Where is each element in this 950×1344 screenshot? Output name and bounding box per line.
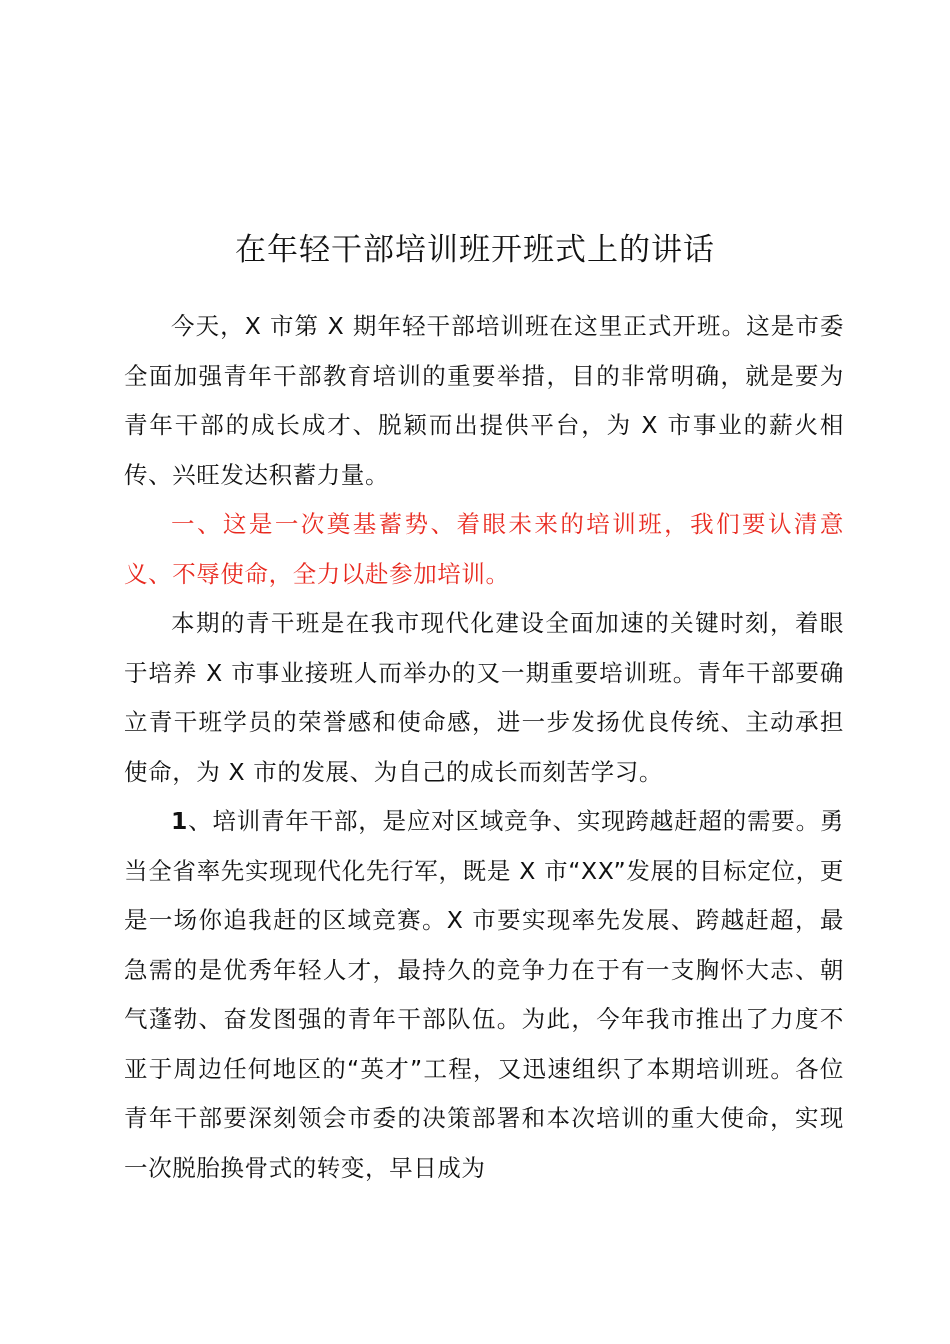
section-1-paragraph: 本期的青干班是在我市现代化建设全面加速的关键时刻，着眼于培养 X 市事业接班人而举办的又一期重要培训班。青年干部要确立青干班学员的荣誉感和使命感，进一步发扬优良传统、主动承担使命，为 X 市的发展、为自己的成长而刻苦学习。 [124,609,844,786]
section-heading-1: 一、这是一次奠基蓄势、着眼未来的培训班，我们要认清意义、不辱使命，全力以赴参加培训。 [124,510,844,588]
document-body [124,302,844,1193]
point-number: 1 [171,807,188,835]
document-title: 在年轻干部培训班开班式上的讲话 [235,232,715,268]
point-1-paragraph [124,797,844,1193]
intro-paragraph: 今天，X 市第 X 期年轻干部培训班在这里正式开班。这是市委全面加强青年干部教育培训的重要举措，目的非常明确，就是要为青年干部的成长成才、脱颖而出提供平台，为 X 市事业的薪火相传、兴旺发达积蓄力量。 [124,312,844,489]
point-1-text: 、培训青年干部，是应对区域竞争、实现跨越赶超的需要。勇当全省率先实现现代化先行军，既是 X 市“XX”发展的目标定位，更是一场你追我赶的区域竞赛。X 市要实现率先发展、跨越赶超，最急需的是优秀年轻人才，最持久的竞争力在于有一支胸怀大志、朝气蓬勃、奋发图强的青年干部队伍。为此，今年我市推出了力度不亚于周边任何地区的“英才”工程，又迅速组织了本期培训班。各位青年干部要深刻领会市委的决策部署和本次培训的重大使命，实现一次脱胎换骨式的转变，早日成为 [124,807,844,1182]
